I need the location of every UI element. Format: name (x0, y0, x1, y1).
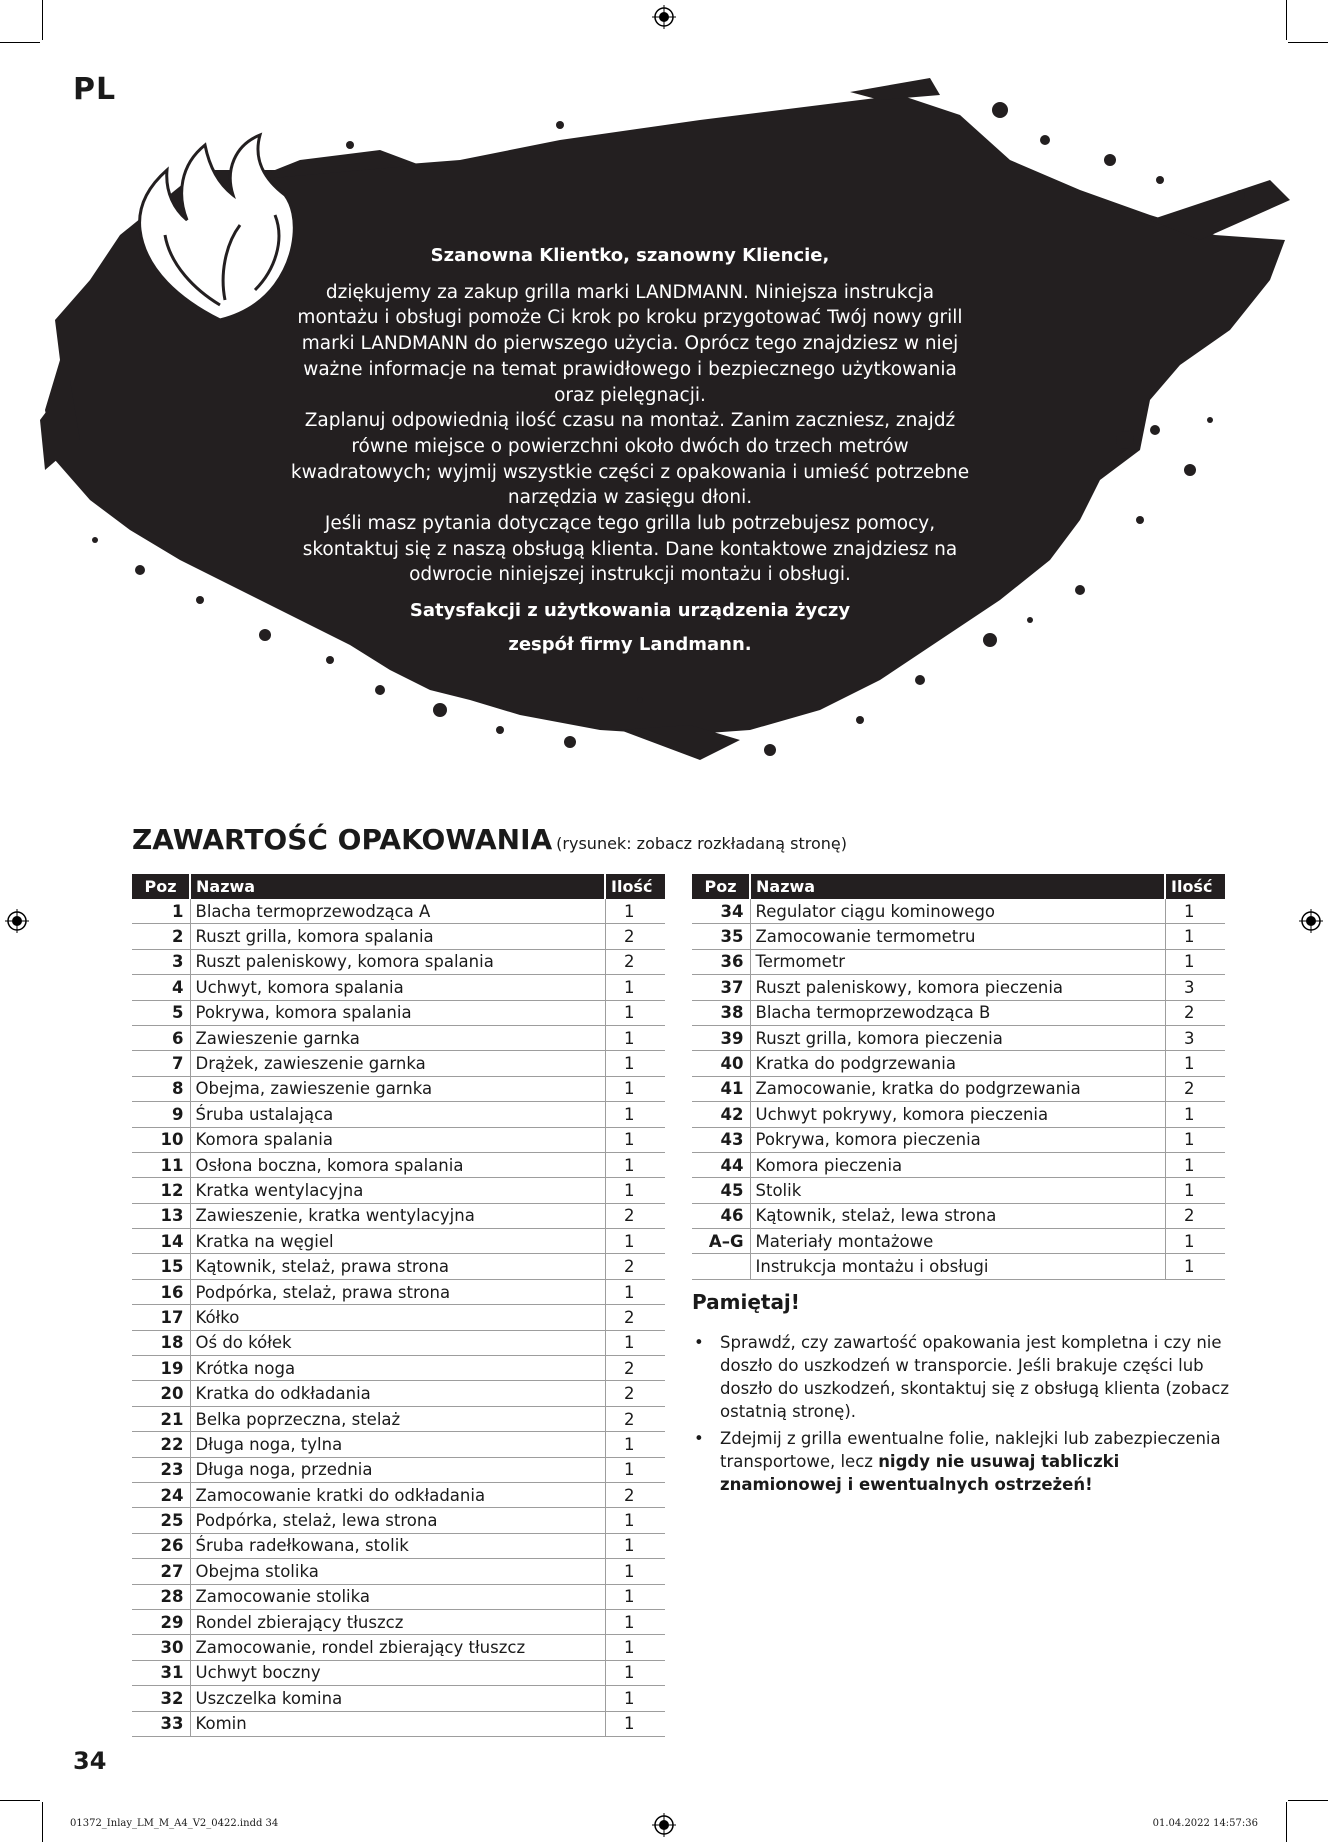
part-quantity: 1 (605, 1051, 665, 1076)
part-position: 26 (132, 1533, 190, 1558)
part-quantity: 1 (605, 1178, 665, 1203)
table-row (132, 1457, 665, 1482)
page-number: 34 (73, 1747, 107, 1775)
part-position: 8 (132, 1076, 190, 1101)
part-name: Zamocowanie stolika (190, 1584, 605, 1609)
intro-signoff-line1: Satysfakcji z użytkowania urządzenia życzy (409, 600, 851, 622)
remember-bullet-text: Zdejmij z grilla ewentualne folie, naklejki lub zabezpieczenia transportowe, lecz (720, 1429, 1221, 1471)
part-position: 41 (692, 1076, 750, 1101)
intro-greeting: Szanowna Klientko, szanowny Kliencie, (430, 245, 830, 266)
remember-bullet (692, 1427, 1232, 1496)
part-quantity: 1 (605, 1025, 665, 1050)
part-position: 40 (692, 1051, 750, 1076)
table-row (132, 1559, 665, 1584)
part-name: Materiały montażowe (750, 1229, 1165, 1254)
language-code: PL (73, 72, 117, 107)
part-name: Ruszt paleniskowy, komora spalania (190, 949, 605, 974)
header-name: Nazwa (190, 874, 605, 899)
part-name: Uchwyt, komora spalania (190, 975, 605, 1000)
table-row (692, 975, 1225, 1000)
part-quantity: 1 (1165, 899, 1225, 924)
part-quantity: 1 (605, 1711, 665, 1736)
table-row (132, 1127, 665, 1152)
table-row (132, 1051, 665, 1076)
crop-mark (42, 1802, 43, 1842)
part-name: Ruszt grilla, komora spalania (190, 924, 605, 949)
part-position: 35 (692, 924, 750, 949)
part-name: Zawieszenie, kratka wentylacyjna (190, 1203, 605, 1228)
part-position: 13 (132, 1203, 190, 1228)
table-row (692, 949, 1225, 974)
table-row (132, 1203, 665, 1228)
part-position: 9 (132, 1102, 190, 1127)
remember-title: Pamiętaj! (692, 1290, 800, 1314)
part-position: 15 (132, 1254, 190, 1279)
crop-mark (0, 42, 40, 43)
part-quantity: 1 (605, 1660, 665, 1685)
table-row (132, 1381, 665, 1406)
part-name: Podpórka, stelaż, lewa strona (190, 1508, 605, 1533)
part-name: Ruszt paleniskowy, komora pieczenia (750, 975, 1165, 1000)
part-quantity: 2 (605, 1305, 665, 1330)
table-row (692, 1102, 1225, 1127)
table-row (692, 1152, 1225, 1177)
part-name: Długa noga, tylna (190, 1432, 605, 1457)
part-position: 19 (132, 1356, 190, 1381)
part-quantity: 1 (605, 1686, 665, 1711)
part-name: Pokrywa, komora spalania (190, 1000, 605, 1025)
table-row (132, 1000, 665, 1025)
part-name: Zawieszenie garnka (190, 1025, 605, 1050)
part-quantity: 2 (605, 1381, 665, 1406)
part-name: Krótka noga (190, 1356, 605, 1381)
part-quantity: 1 (605, 899, 665, 924)
part-name: Termometr (750, 949, 1165, 974)
intro-signoff-line2: zespół firmy Landmann. (508, 634, 752, 656)
intro-signoff (290, 594, 970, 662)
table-header-row (692, 874, 1225, 899)
part-position: 5 (132, 1000, 190, 1025)
part-name: Zamocowanie, kratka do podgrzewania (750, 1076, 1165, 1101)
part-quantity: 1 (605, 1076, 665, 1101)
section-note: (rysunek: zobacz rozkładaną stronę) (556, 834, 847, 853)
part-position: 6 (132, 1025, 190, 1050)
part-quantity: 2 (1165, 1203, 1225, 1228)
table-row (132, 1076, 665, 1101)
part-quantity: 1 (605, 1102, 665, 1127)
part-quantity: 1 (605, 1584, 665, 1609)
part-quantity: 3 (1165, 1025, 1225, 1050)
part-quantity: 2 (605, 1356, 665, 1381)
part-quantity: 2 (605, 924, 665, 949)
part-name: Kątownik, stelaż, prawa strona (190, 1254, 605, 1279)
remember-bullet: • Sprawdź, czy zawartość opakowania jest kompletna i czy nie doszło do uszkodzeń w transporcie. Jeśli brakuje części lub doszło do uszkodzeń, skontaktuj się z obsługą klienta (zobacz ostatnią stronę). (692, 1331, 1232, 1423)
part-position: 42 (692, 1102, 750, 1127)
part-name: Komin (190, 1711, 605, 1736)
crop-mark (1288, 1800, 1328, 1801)
table-row (692, 1229, 1225, 1254)
table-row (132, 1584, 665, 1609)
part-position: 30 (132, 1635, 190, 1660)
part-name: Belka poprzeczna, stelaż (190, 1406, 605, 1431)
table-row (692, 1025, 1225, 1050)
registration-mark-icon (1299, 909, 1323, 933)
section-title: ZAWARTOŚĆ OPAKOWANIA (132, 823, 553, 856)
header-qty: Ilość (1165, 874, 1225, 899)
part-position: 11 (132, 1152, 190, 1177)
part-quantity: 1 (605, 1508, 665, 1533)
part-quantity: 1 (1165, 1254, 1225, 1279)
part-name: Instrukcja montażu i obsługi (750, 1254, 1165, 1279)
part-name: Uchwyt boczny (190, 1660, 605, 1685)
part-quantity: 2 (1165, 1076, 1225, 1101)
part-quantity: 1 (605, 1000, 665, 1025)
part-name: Komora spalania (190, 1127, 605, 1152)
table-row (132, 1609, 665, 1634)
table-row (132, 1229, 665, 1254)
part-position: 45 (692, 1178, 750, 1203)
table-row (692, 1178, 1225, 1203)
part-position: 24 (132, 1482, 190, 1507)
part-quantity: 1 (605, 1559, 665, 1584)
table-row (132, 1178, 665, 1203)
part-quantity: 1 (1165, 1152, 1225, 1177)
remember-bullet-emphasis: nigdy nie usuwaj tabliczki znamionowej i ewentualnych ostrzeżeń! (720, 1452, 1120, 1494)
part-quantity: 3 (1165, 975, 1225, 1000)
part-position: 14 (132, 1229, 190, 1254)
part-quantity: 2 (1165, 1000, 1225, 1025)
table-row (692, 1127, 1225, 1152)
table-row (132, 1711, 665, 1736)
part-position: A–G (692, 1229, 750, 1254)
part-name: Zamocowanie termometru (750, 924, 1165, 949)
crop-mark (42, 0, 43, 40)
intro-message (290, 243, 970, 662)
part-position: 17 (132, 1305, 190, 1330)
intro-paragraph: Jeśli masz pytania dotyczące tego grilla lub potrzebujesz pomocy, skontaktuj się z naszą obsługą klienta. Dane kontaktowe znajdziesz na odwrocie niniejszej instrukcji montażu i obsługi. (302, 513, 958, 586)
part-name: Stolik (750, 1178, 1165, 1203)
remember-list (692, 1331, 1232, 1496)
part-position: 21 (132, 1406, 190, 1431)
header-name: Nazwa (750, 874, 1165, 899)
table-row (692, 899, 1225, 924)
part-position: 18 (132, 1330, 190, 1355)
part-quantity: 1 (605, 1229, 665, 1254)
table-row (132, 924, 665, 949)
part-name: Kratka do odkładania (190, 1381, 605, 1406)
part-name: Obejma stolika (190, 1559, 605, 1584)
table-row (132, 1305, 665, 1330)
part-position: 43 (692, 1127, 750, 1152)
part-position: 7 (132, 1051, 190, 1076)
part-name: Obejma, zawieszenie garnka (190, 1076, 605, 1101)
part-position: 1 (132, 899, 190, 924)
part-position (692, 1254, 750, 1279)
part-quantity: 1 (605, 1127, 665, 1152)
part-position: 33 (132, 1711, 190, 1736)
part-position: 27 (132, 1559, 190, 1584)
part-name: Drążek, zawieszenie garnka (190, 1051, 605, 1076)
table-row (132, 899, 665, 924)
registration-mark-icon (5, 909, 29, 933)
part-quantity: 1 (605, 1457, 665, 1482)
part-name: Kątownik, stelaż, lewa strona (750, 1203, 1165, 1228)
part-name: Komora pieczenia (750, 1152, 1165, 1177)
registration-mark-icon (652, 5, 676, 29)
table-header-row (132, 874, 665, 899)
part-name: Ruszt grilla, komora pieczenia (750, 1025, 1165, 1050)
part-quantity: 1 (1165, 1229, 1225, 1254)
part-name: Kratka wentylacyjna (190, 1178, 605, 1203)
part-position: 20 (132, 1381, 190, 1406)
part-quantity: 1 (605, 1533, 665, 1558)
part-name: Kratka do podgrzewania (750, 1051, 1165, 1076)
table-row (132, 1406, 665, 1431)
part-quantity: 1 (605, 1279, 665, 1304)
part-name: Śruba ustalająca (190, 1102, 605, 1127)
part-quantity: 1 (605, 1609, 665, 1634)
table-row (132, 1508, 665, 1533)
part-position: 37 (692, 975, 750, 1000)
part-name: Rondel zbierający tłuszcz (190, 1609, 605, 1634)
part-name: Śruba radełkowana, stolik (190, 1533, 605, 1558)
part-position: 32 (132, 1686, 190, 1711)
part-name: Zamocowanie kratki do odkładania (190, 1482, 605, 1507)
part-name: Zamocowanie, rondel zbierający tłuszcz (190, 1635, 605, 1660)
table-row (692, 1000, 1225, 1025)
table-row (132, 1635, 665, 1660)
part-name: Kratka na węgiel (190, 1229, 605, 1254)
part-position: 2 (132, 924, 190, 949)
part-name: Blacha termoprzewodząca B (750, 1000, 1165, 1025)
table-row (132, 1152, 665, 1177)
table-row (132, 1686, 665, 1711)
part-position: 12 (132, 1178, 190, 1203)
table-row (132, 1102, 665, 1127)
part-name: Podpórka, stelaż, prawa strona (190, 1279, 605, 1304)
part-name: Kółko (190, 1305, 605, 1330)
part-position: 44 (692, 1152, 750, 1177)
part-position: 31 (132, 1660, 190, 1685)
part-quantity: 2 (605, 1203, 665, 1228)
part-name: Blacha termoprzewodząca A (190, 899, 605, 924)
part-name: Uszczelka komina (190, 1686, 605, 1711)
part-quantity: 1 (1165, 1178, 1225, 1203)
part-quantity: 1 (605, 1635, 665, 1660)
part-position: 23 (132, 1457, 190, 1482)
print-slug-date: 01.04.2022 14:57:36 (1152, 1818, 1258, 1829)
part-position: 3 (132, 949, 190, 974)
part-quantity: 2 (605, 949, 665, 974)
part-quantity: 2 (605, 1482, 665, 1507)
crop-mark (1286, 0, 1287, 40)
table-row (132, 1356, 665, 1381)
part-name: Długa noga, przednia (190, 1457, 605, 1482)
section-heading (132, 823, 847, 856)
intro-paragraph: dziękujemy za zakup grilla marki LANDMANN. Niniejsza instrukcja montażu i obsługi pomoże Ci krok po kroku przygotować Twój nowy grill marki LANDMANN do pierwszego użycia. Oprócz tego znajdziesz w niej ważne informacje na temat prawidłowego i bezpiecznego użytkowania oraz pielęgnacji. (297, 281, 963, 406)
part-quantity: 1 (1165, 1051, 1225, 1076)
table-row (132, 1482, 665, 1507)
part-quantity: 1 (1165, 949, 1225, 974)
part-position: 22 (132, 1432, 190, 1457)
part-position: 34 (692, 899, 750, 924)
table-row (132, 1432, 665, 1457)
header-qty: Ilość (605, 874, 665, 899)
table-row (692, 1076, 1225, 1101)
part-position: 4 (132, 975, 190, 1000)
part-quantity: 1 (605, 975, 665, 1000)
crop-mark (1286, 1802, 1287, 1842)
table-row (132, 1279, 665, 1304)
registration-mark-icon (652, 1813, 676, 1837)
part-quantity: 1 (1165, 1127, 1225, 1152)
part-name: Osłona boczna, komora spalania (190, 1152, 605, 1177)
table-row (132, 1025, 665, 1050)
header-pos: Poz (132, 874, 190, 899)
part-position: 25 (132, 1508, 190, 1533)
part-quantity: 1 (605, 1152, 665, 1177)
part-position: 36 (692, 949, 750, 974)
intro-paragraph: Zaplanuj odpowiednią ilość czasu na montaż. Zanim zaczniesz, znajdź równe miejsce o powierzchni około dwóch do trzech metrów kwadratowych; wyjmij wszystkie części z opakowania i umieść potrzebne narzędzia w zasięgu dłoni. (290, 410, 970, 509)
part-position: 10 (132, 1127, 190, 1152)
part-quantity: 1 (1165, 924, 1225, 949)
remember-notes (692, 1290, 1232, 1500)
table-row (692, 1203, 1225, 1228)
parts-table-left (132, 874, 665, 1737)
part-quantity: 2 (605, 1406, 665, 1431)
table-row (132, 1533, 665, 1558)
part-position: 29 (132, 1609, 190, 1634)
table-row (132, 975, 665, 1000)
part-position: 46 (692, 1203, 750, 1228)
table-row (132, 949, 665, 974)
crop-mark (0, 1800, 40, 1801)
part-quantity: 1 (1165, 1102, 1225, 1127)
table-row (692, 924, 1225, 949)
part-quantity: 1 (605, 1432, 665, 1457)
part-name: Pokrywa, komora pieczenia (750, 1127, 1165, 1152)
part-quantity: 1 (605, 1330, 665, 1355)
parts-table-right (692, 874, 1225, 1280)
part-position: 39 (692, 1025, 750, 1050)
header-pos: Poz (692, 874, 750, 899)
part-position: 38 (692, 1000, 750, 1025)
part-name: Oś do kółek (190, 1330, 605, 1355)
part-name: Regulator ciągu kominowego (750, 899, 1165, 924)
part-position: 16 (132, 1279, 190, 1304)
part-quantity: 2 (605, 1254, 665, 1279)
part-position: 28 (132, 1584, 190, 1609)
crop-mark (1288, 42, 1328, 43)
table-row (692, 1254, 1225, 1279)
print-slug-file: 01372_Inlay_LM_M_A4_V2_0422.indd 34 (70, 1818, 279, 1829)
table-row (132, 1330, 665, 1355)
table-row (132, 1254, 665, 1279)
table-row (692, 1051, 1225, 1076)
table-row (132, 1660, 665, 1685)
part-name: Uchwyt pokrywy, komora pieczenia (750, 1102, 1165, 1127)
